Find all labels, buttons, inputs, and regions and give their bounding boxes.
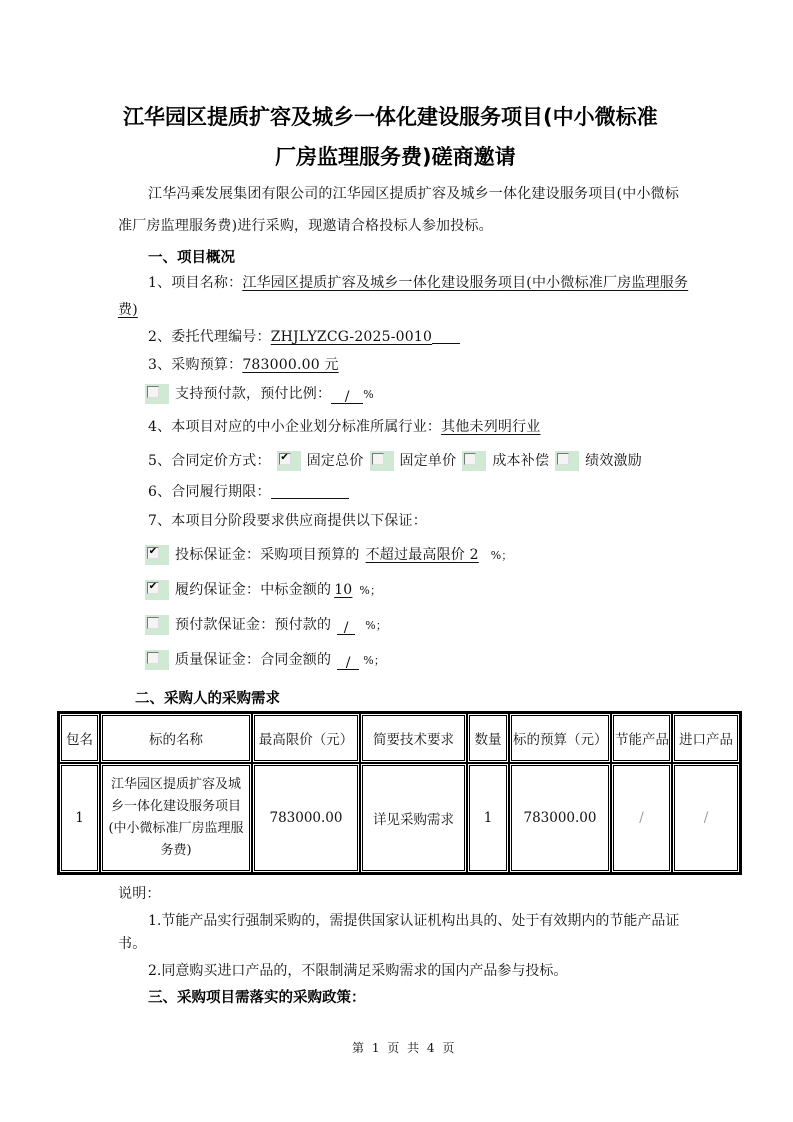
industry-label: 4、本项目对应的中小企业划分标准所属行业： [148,419,442,435]
prepay-label: 支持预付款，预付比例： [175,386,332,402]
guarantee-unit: %； [359,584,382,597]
guarantee-label: 履约保证金：中标金额的 [175,582,332,598]
prepay-guarantee-checkbox[interactable] [145,615,169,635]
guarantee-label: 投标保证金：采购项目预算的 [175,547,360,563]
cell-max-price: 783000.00 [252,763,360,873]
check-mark-icon: ✔ [148,546,158,557]
item-name-line: 乡一体化建设服务项目 [110,799,241,814]
prepay-unit: % [363,388,374,401]
guarantee-heading: 7、本项目分阶段要求供应商提供以下保证： [148,513,427,529]
checkbox-box [557,453,569,465]
guarantee-unit: %； [365,619,388,632]
contract-term-label: 6、合同履行期限： [148,484,271,500]
guarantee-value-text: / [345,655,351,671]
header-cell: 标的预算（元） [509,713,611,763]
cell-tech-req: 详见采购需求 [360,763,467,873]
checkbox-box [464,453,476,465]
prepay-checkbox[interactable] [145,384,169,404]
budget-value: 783000.00 元 [242,357,339,373]
guarantee-unit: %； [363,654,386,667]
document-title-line1: 江华园区提质扩容及城乡一体化建设服务项目(中小微标准 [123,105,658,129]
contract-term-value [271,482,349,499]
pricing-checkbox-fixed-total[interactable] [277,451,301,471]
bid-guarantee-checkbox[interactable] [145,545,169,565]
header-cell: 数量 [467,713,509,763]
item-name-line: (中小微标准厂房监理服 [108,821,244,836]
project-name-value-cont: 费) [118,302,138,318]
agency-code-value: ZHJLYZCG-2025-0010 [270,329,433,345]
guarantee-value-text: / [343,620,349,636]
pricing-option-label: 成本补偿 [492,453,550,469]
header-cell: 进口产品 [672,713,740,763]
cell-imported: / [672,763,740,873]
pricing-row [148,451,642,471]
industry-value: 其他未列明行业 [441,419,541,435]
section3-heading: 三、采购项目需落实的采购政策： [148,990,366,1006]
prepay-row [145,384,374,405]
check-mark-icon: ✔ [280,452,290,463]
industry-row [148,417,541,437]
agency-code-label: 2、委托代理编号： [148,329,271,345]
intro-line2: 准厂房监理服务费)进行采购，现邀请合格投标人参加投标。 [118,218,493,234]
section1-heading: 一、项目概况 [148,250,235,266]
contract-term-row [148,482,349,502]
header-cell: 简要技术要求 [360,713,467,763]
note-1-line1: 1.节能产品实行强制采购的，需提供国家认证机构出具的、处于有效期内的节能产品证 [148,913,680,929]
agency-code-underline-tail [432,327,460,344]
guarantee-value: 不超过最高限价 2 [365,547,479,563]
requirements-table [57,711,742,875]
guarantee-value [337,653,359,670]
document-title-line2: 厂房监理服务费)磋商邀请 [275,145,516,169]
header-cell: 标的名称 [100,713,252,763]
guarantee-row-performance [145,580,381,601]
pricing-checkbox-fixed-unit[interactable] [370,451,394,471]
header-cell: 最高限价（元） [252,713,360,763]
header-cell: 节能产品 [611,713,672,763]
notes-heading: 说明： [118,886,161,902]
guarantee-label: 预付款保证金：预付款的 [175,617,332,633]
agency-code-row [148,327,460,347]
pricing-checkbox-performance[interactable] [555,451,579,471]
project-name-value: 江华园区提质扩容及城乡一体化建设服务项目(中小微标准厂房监理服务 [242,275,689,291]
prepay-ratio-value [331,387,363,404]
pricing-option-label: 固定单价 [399,453,457,469]
cell-energy-saving: / [611,763,672,873]
section2-heading: 二、采购人的采购需求 [135,691,280,707]
project-name-row [148,273,688,293]
prepay-ratio-text: / [344,389,350,405]
cell-package: 1 [59,763,100,873]
checkbox-box [147,386,159,398]
performance-guarantee-checkbox[interactable] [145,580,169,600]
cell-budget: 783000.00 [509,763,611,873]
table-header-row [59,713,740,763]
table-row [59,763,740,873]
guarantee-value [337,618,355,635]
note-2: 2.同意购买进口产品的，不限制满足采购需求的国内产品参与投标。 [148,963,568,979]
pricing-option-label: 固定总价 [306,453,364,469]
budget-label: 3、采购预算： [148,357,243,373]
item-name-line: 江华园区提质扩容及城 [110,777,241,792]
page-number: 第 1 页 共 4 页 [352,1041,457,1055]
header-cell: 包名 [59,713,100,763]
guarantee-label: 质量保证金：合同金额的 [175,652,332,668]
cell-item-name [100,763,252,873]
quality-guarantee-checkbox[interactable] [145,650,169,670]
intro-line1: 江华冯乘发展集团有限公司的江华园区提质扩容及城乡一体化建设服务项目(中小微标 [148,186,680,202]
item-name-line: 务费) [160,843,192,858]
pricing-option-label: 绩效激励 [585,453,642,469]
budget-row [148,355,339,375]
guarantee-row-prepay [145,615,387,636]
project-name-label: 1、项目名称： [148,275,243,291]
checkbox-box [372,453,384,465]
checkbox-box [147,652,159,664]
guarantee-row-quality [145,650,385,671]
pricing-label: 5、合同定价方式： [148,453,271,469]
pricing-checkbox-cost-reimburse[interactable] [462,451,486,471]
check-mark-icon: ✔ [148,581,158,592]
checkbox-box [147,617,159,629]
guarantee-unit: %； [490,549,513,562]
cell-quantity: 1 [467,763,509,873]
note-1-line2: 书。 [118,936,147,952]
guarantee-row-bid [145,545,513,566]
guarantee-value: 10 [334,582,353,598]
